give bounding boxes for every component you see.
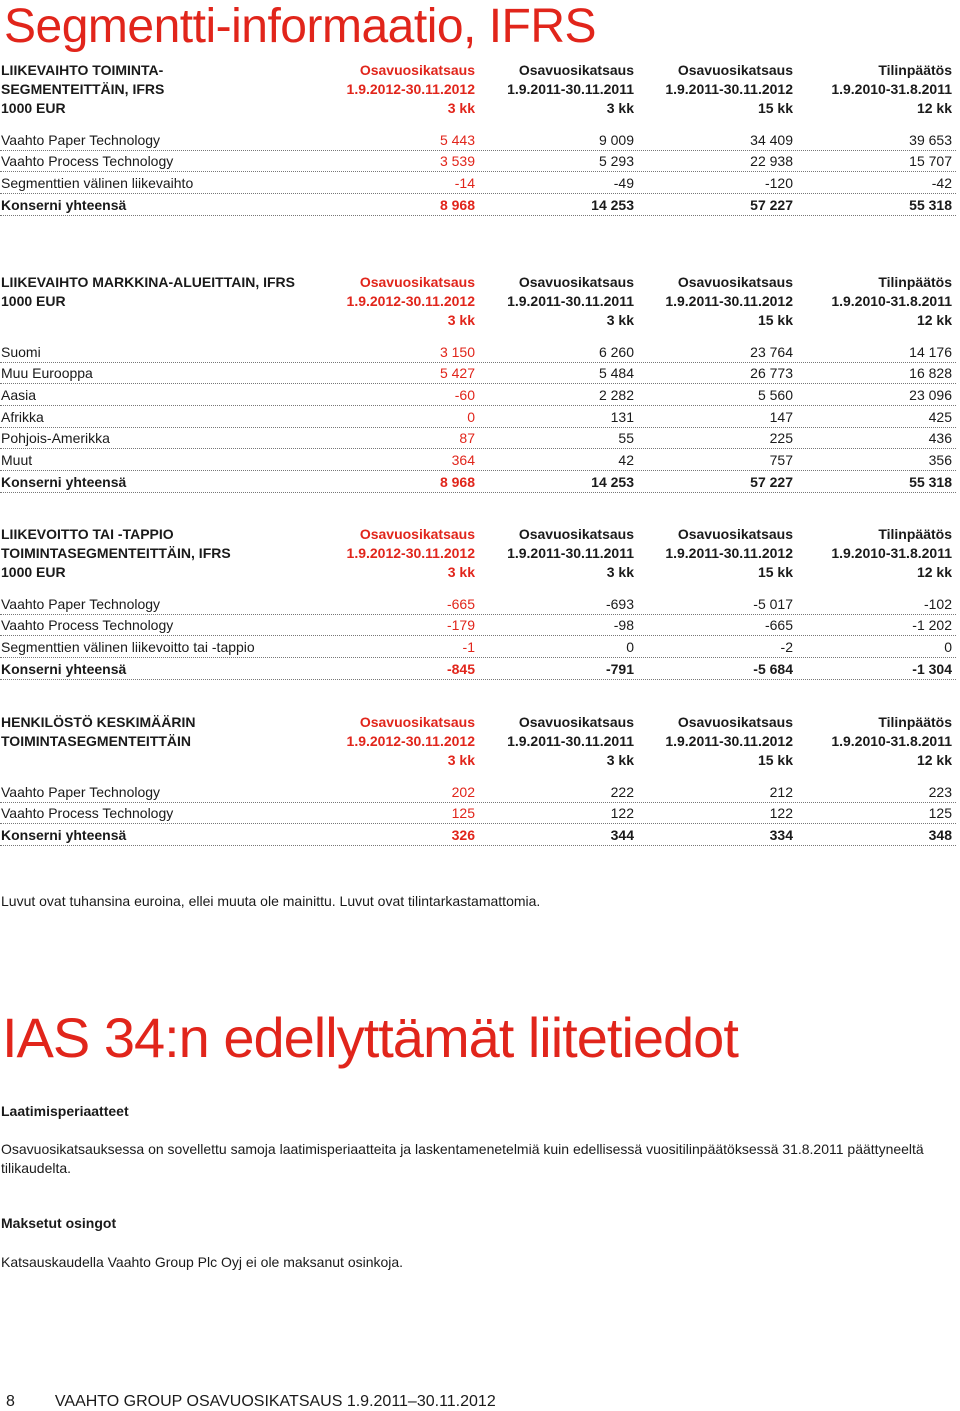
footnote: Luvut ovat tuhansina euroina, ellei muuta ole mainittu. Luvut ovat tilintarkastamattomia. bbox=[1, 893, 541, 909]
header-label: LIIKEVOITTO TAI -TAPPIO bbox=[1, 525, 174, 542]
row-value: 57 227 bbox=[750, 196, 793, 213]
table-row bbox=[0, 636, 956, 658]
row-value: 348 bbox=[928, 827, 952, 844]
row-value: 425 bbox=[928, 408, 952, 425]
row-value: 55 318 bbox=[909, 473, 952, 490]
row-value: 8 968 bbox=[439, 473, 475, 490]
table-row bbox=[0, 824, 956, 846]
row-label: Aasia bbox=[1, 387, 37, 404]
row-label: Konserni yhteensä bbox=[1, 196, 127, 213]
row-label: Afrikka bbox=[1, 408, 44, 425]
row-value: 87 bbox=[459, 430, 475, 447]
table-section bbox=[0, 524, 956, 680]
column-header: 1.9.2012-30.11.2012 bbox=[346, 292, 475, 309]
table-row bbox=[0, 363, 956, 385]
row-value: 22 938 bbox=[750, 153, 793, 170]
header-label: TOIMINTASEGMENTEITTÄIN bbox=[1, 732, 192, 749]
column-header: Osavuosikatsaus bbox=[518, 273, 634, 290]
row-value: 334 bbox=[769, 827, 793, 844]
column-header: 3 kk bbox=[447, 99, 475, 116]
row-value: -5 017 bbox=[753, 595, 793, 612]
table-row bbox=[0, 384, 956, 406]
table-section bbox=[0, 272, 956, 493]
row-value: 0 bbox=[626, 639, 634, 656]
row-label: Konserni yhteensä bbox=[1, 660, 127, 677]
table-row bbox=[0, 406, 956, 428]
table-header bbox=[0, 524, 956, 581]
row-value: 131 bbox=[610, 408, 634, 425]
column-header: Tilinpäätös bbox=[878, 525, 952, 542]
row-label: Vaahto Process Technology bbox=[1, 153, 174, 170]
header-label: TOIMINTASEGMENTEITTÄIN, IFRS bbox=[1, 544, 231, 561]
column-header: 3 kk bbox=[447, 311, 475, 328]
column-header: Tilinpäätös bbox=[878, 61, 952, 78]
column-header: 12 kk bbox=[916, 99, 952, 116]
row-value: 436 bbox=[928, 430, 952, 447]
column-header: 1.9.2011-30.11.2012 bbox=[665, 732, 793, 749]
row-value: -179 bbox=[446, 617, 475, 634]
row-label: Vaahto Paper Technology bbox=[1, 131, 161, 148]
row-value: -49 bbox=[613, 175, 634, 192]
row-value: 9 009 bbox=[598, 131, 634, 148]
column-header: 1.9.2011-30.11.2012 bbox=[665, 80, 793, 97]
table-row bbox=[0, 449, 956, 471]
table-row bbox=[0, 194, 956, 216]
row-label: Konserni yhteensä bbox=[1, 827, 127, 844]
row-value: 0 bbox=[944, 639, 952, 656]
row-value: -665 bbox=[446, 595, 475, 612]
row-value: -102 bbox=[923, 595, 952, 612]
column-header: Osavuosikatsaus bbox=[518, 61, 634, 78]
row-value: 225 bbox=[769, 430, 793, 447]
table-row bbox=[0, 781, 956, 803]
row-value: 147 bbox=[769, 408, 793, 425]
row-value: -2 bbox=[780, 639, 793, 656]
column-header: 1.9.2011-30.11.2011 bbox=[507, 732, 634, 749]
table-row bbox=[0, 803, 956, 825]
table-row bbox=[0, 151, 956, 173]
row-label: Vaahto Paper Technology bbox=[1, 595, 161, 612]
row-value: 55 318 bbox=[909, 196, 952, 213]
header-label: 1000 EUR bbox=[1, 99, 66, 116]
table-row bbox=[0, 341, 956, 363]
column-header: 3 kk bbox=[606, 311, 634, 328]
row-value: 344 bbox=[610, 827, 634, 844]
column-header: 3 kk bbox=[606, 99, 634, 116]
row-value: 757 bbox=[769, 452, 793, 469]
row-value: 364 bbox=[451, 452, 475, 469]
row-value: 122 bbox=[610, 805, 634, 822]
header-label: SEGMENTEITTÄIN, IFRS bbox=[1, 80, 165, 97]
column-header: 15 kk bbox=[757, 311, 793, 328]
row-label: Segmenttien välinen liikevaihto bbox=[1, 175, 194, 192]
row-value: 55 bbox=[618, 430, 634, 447]
row-value: -98 bbox=[613, 617, 634, 634]
row-value: 356 bbox=[928, 452, 952, 469]
table-header bbox=[0, 712, 956, 769]
row-value: 57 227 bbox=[750, 473, 793, 490]
row-value: 23 764 bbox=[750, 343, 793, 360]
header-label: 1000 EUR bbox=[1, 292, 66, 309]
table-section bbox=[0, 60, 956, 216]
row-value: 3 150 bbox=[439, 343, 475, 360]
paragraph-laatimisperiaatteet: Osavuosikatsauksessa on sovellettu samoja laatimisperiaatteita ja laskentamenetelmiä kuin edellisessä vuositilinpäätöksessä 31.8.2011 päättyneeltä tilikaudelta. bbox=[1, 1141, 924, 1176]
row-value: -14 bbox=[454, 175, 475, 192]
column-header: 1.9.2012-30.11.2012 bbox=[346, 80, 475, 97]
table-row bbox=[0, 172, 956, 194]
row-value: 14 253 bbox=[591, 196, 634, 213]
header-label: HENKILÖSTÖ KESKIMÄÄRIN bbox=[1, 713, 196, 730]
row-value: 14 253 bbox=[591, 473, 634, 490]
column-header: 1.9.2011-30.11.2011 bbox=[507, 544, 634, 561]
row-value: 15 707 bbox=[909, 153, 952, 170]
row-label: Vaahto Paper Technology bbox=[1, 783, 161, 800]
row-label: Konserni yhteensä bbox=[1, 473, 127, 490]
row-value: 26 773 bbox=[750, 365, 793, 382]
ias-title: IAS 34:n edellyttämät liitetiedot bbox=[2, 1006, 738, 1069]
column-header: Tilinpäätös bbox=[878, 713, 952, 730]
row-value: -1 bbox=[462, 639, 475, 656]
row-value: 222 bbox=[610, 783, 634, 800]
header-label: 1000 EUR bbox=[1, 563, 66, 580]
column-header: Osavuosikatsaus bbox=[359, 61, 475, 78]
page-footer bbox=[6, 1393, 496, 1411]
row-value: 326 bbox=[451, 827, 475, 844]
row-value: 23 096 bbox=[909, 387, 952, 404]
column-header: 1.9.2011-30.11.2011 bbox=[507, 80, 634, 97]
column-header: Osavuosikatsaus bbox=[677, 61, 793, 78]
row-value: 6 260 bbox=[598, 343, 634, 360]
page-number: 8 bbox=[6, 1393, 15, 1410]
row-value: 3 539 bbox=[439, 153, 475, 170]
subheading-laatimisperiaatteet: Laatimisperiaatteet bbox=[1, 1103, 129, 1119]
table-header bbox=[0, 272, 956, 329]
column-header: 1.9.2011-30.11.2012 bbox=[665, 544, 793, 561]
table-row bbox=[0, 615, 956, 637]
column-header: 1.9.2010-31.8.2011 bbox=[831, 732, 952, 749]
table-section bbox=[0, 712, 956, 846]
row-value: -791 bbox=[605, 660, 634, 677]
column-header: 1.9.2010-31.8.2011 bbox=[831, 80, 952, 97]
row-value: 14 176 bbox=[909, 343, 952, 360]
table-row bbox=[0, 129, 956, 151]
column-header: 15 kk bbox=[757, 99, 793, 116]
column-header: Osavuosikatsaus bbox=[518, 525, 634, 542]
column-header: Osavuosikatsaus bbox=[359, 525, 475, 542]
row-label: Muu Eurooppa bbox=[1, 365, 93, 382]
column-header: 3 kk bbox=[606, 563, 634, 580]
row-label: Suomi bbox=[1, 343, 41, 360]
column-header: Osavuosikatsaus bbox=[677, 525, 793, 542]
row-label: Pohjois-Amerikka bbox=[1, 430, 110, 447]
column-header: 12 kk bbox=[916, 311, 952, 328]
column-header: 15 kk bbox=[757, 751, 793, 768]
table-row bbox=[0, 593, 956, 615]
column-header: 1.9.2012-30.11.2012 bbox=[346, 544, 475, 561]
table-row bbox=[0, 658, 956, 680]
row-value: 125 bbox=[928, 805, 952, 822]
table-row bbox=[0, 471, 956, 493]
header-label: LIIKEVAIHTO MARKKINA-ALUEITTAIN, IFRS bbox=[1, 273, 295, 290]
row-value: 223 bbox=[928, 783, 952, 800]
row-value: -60 bbox=[454, 387, 475, 404]
column-header: 3 kk bbox=[447, 563, 475, 580]
header-label: LIIKEVAIHTO TOIMINTA- bbox=[1, 61, 164, 78]
column-header: Osavuosikatsaus bbox=[677, 273, 793, 290]
row-value: -665 bbox=[764, 617, 793, 634]
column-header: Tilinpäätös bbox=[878, 273, 952, 290]
row-value: 39 653 bbox=[909, 131, 952, 148]
column-header: 15 kk bbox=[757, 563, 793, 580]
table-row bbox=[0, 428, 956, 450]
column-header: Osavuosikatsaus bbox=[359, 713, 475, 730]
row-value: 5 484 bbox=[598, 365, 634, 382]
row-value: 8 968 bbox=[439, 196, 475, 213]
column-header: 1.9.2011-30.11.2011 bbox=[507, 292, 634, 309]
column-header: 12 kk bbox=[916, 563, 952, 580]
row-value: 5 560 bbox=[757, 387, 793, 404]
table-header bbox=[0, 60, 956, 117]
row-value: 5 293 bbox=[598, 153, 634, 170]
column-header: 1.9.2010-31.8.2011 bbox=[831, 292, 952, 309]
row-value: 5 443 bbox=[439, 131, 475, 148]
subheading-maksetut-osingot: Maksetut osingot bbox=[1, 1215, 117, 1231]
row-label: Vaahto Process Technology bbox=[1, 805, 174, 822]
row-value: 212 bbox=[769, 783, 793, 800]
row-value: -845 bbox=[446, 660, 475, 677]
row-label: Segmenttien välinen liikevoitto tai -tappio bbox=[1, 639, 255, 656]
row-value: -42 bbox=[931, 175, 952, 192]
row-label: Vaahto Process Technology bbox=[1, 617, 174, 634]
paragraph-maksetut-osingot: Katsauskaudella Vaahto Group Plc Oyj ei ole maksanut osinkoja. bbox=[1, 1254, 404, 1270]
column-header: 3 kk bbox=[447, 751, 475, 768]
row-value: 42 bbox=[618, 452, 634, 469]
row-value: 125 bbox=[451, 805, 475, 822]
row-value: 16 828 bbox=[909, 365, 952, 382]
row-value: 202 bbox=[451, 783, 475, 800]
column-header: Osavuosikatsaus bbox=[518, 713, 634, 730]
footer-text: VAAHTO GROUP OSAVUOSIKATSAUS 1.9.2011–30.11.2012 bbox=[54, 1393, 496, 1410]
row-value: 34 409 bbox=[750, 131, 793, 148]
row-value: -693 bbox=[605, 595, 634, 612]
column-header: 12 kk bbox=[916, 751, 952, 768]
column-header: 1.9.2010-31.8.2011 bbox=[831, 544, 952, 561]
row-value: 2 282 bbox=[598, 387, 634, 404]
column-header: Osavuosikatsaus bbox=[359, 273, 475, 290]
row-value: -1 304 bbox=[912, 660, 952, 677]
row-label: Muut bbox=[1, 452, 33, 469]
column-header: Osavuosikatsaus bbox=[677, 713, 793, 730]
column-header: 1.9.2012-30.11.2012 bbox=[346, 732, 475, 749]
page-title: Segmentti-informaatio, IFRS bbox=[4, 0, 597, 53]
row-value: -1 202 bbox=[912, 617, 952, 634]
row-value: 5 427 bbox=[439, 365, 475, 382]
row-value: -5 684 bbox=[753, 660, 793, 677]
column-header: 3 kk bbox=[606, 751, 634, 768]
column-header: 1.9.2011-30.11.2012 bbox=[665, 292, 793, 309]
row-value: -120 bbox=[764, 175, 793, 192]
row-value: 122 bbox=[769, 805, 793, 822]
row-value: 0 bbox=[467, 408, 475, 425]
